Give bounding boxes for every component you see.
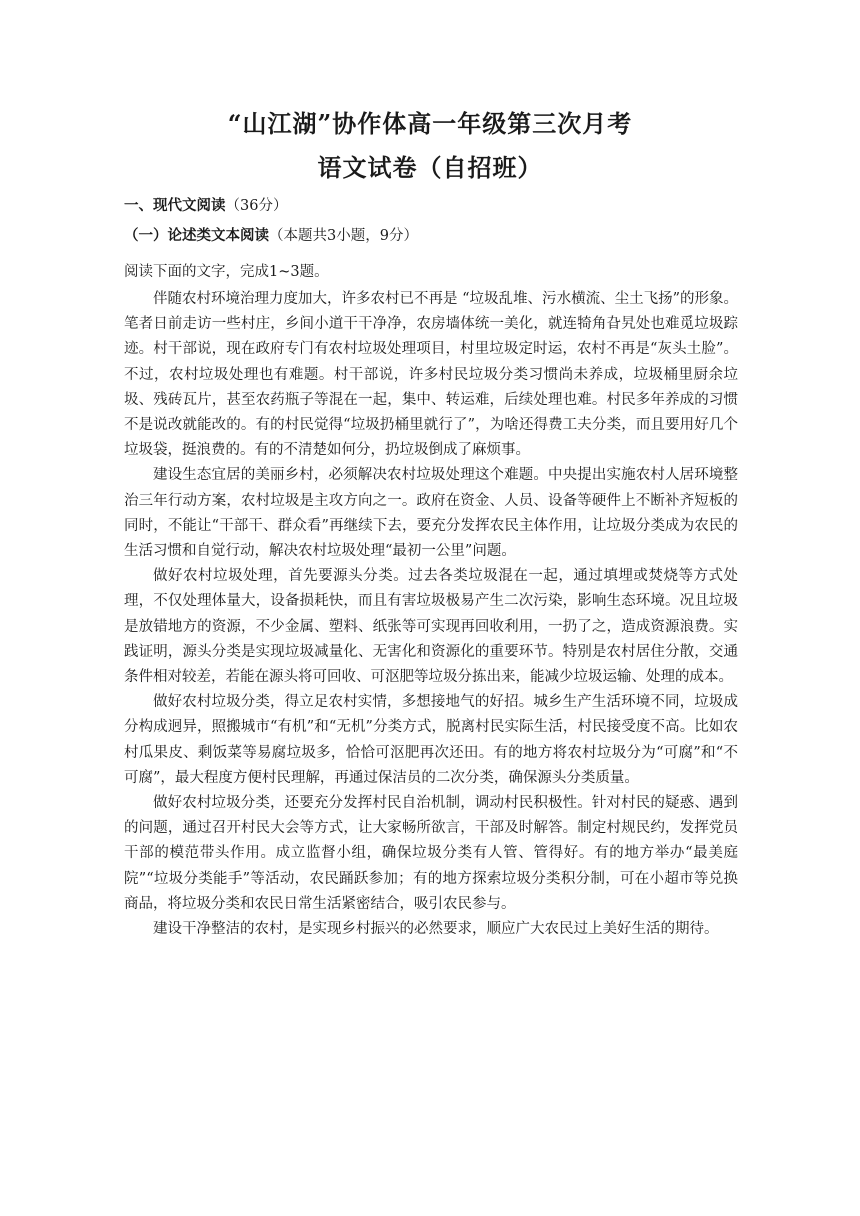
- exam-title: “山江湖”协作体高一年级第三次月考: [227, 109, 633, 138]
- subsection-note: （本题共3小题，9分）: [269, 228, 418, 244]
- reading-instruction: 阅读下面的文字，完成1~3题。: [124, 264, 329, 280]
- passage-paragraph: 做好农村垃圾分类，得立足农村实情，多想接地气的好招。城乡生产生活环境不同，垃圾成分构成迥异，照搬城市“有机”和“无机”分类方式，脱离村民实际生活，村民接受度不高。比如农村瓜果皮、剩饭菜等易腐垃圾多，恰恰可沤肥再次还田。有的地方将农村垃圾分为“可腐”和“不可腐”，最大程度方便村民理解，再通过保洁员的二次分类，确保源头分类质量。: [124, 694, 738, 786]
- passage-paragraph: 做好农村垃圾处理，首先要源头分类。过去各类垃圾混在一起，通过填埋或焚烧等方式处理，不仅处理体量大，设备损耗快，而且有害垃圾极易产生二次污染，影响生态环境。况且垃圾是放错地方的资源，不少金属、塑料、纸张等可实现再回收利用，一扔了之，造成资源浪费。实践证明，源头分类是实现垃圾减量化、无害化和资源化的重要环节。特别是农村居住分散，交通条件相对较差，若能在源头将可回收、可沤肥等垃圾分拣出来，能减少垃圾运输、处理的成本。: [124, 568, 738, 686]
- section-heading-reading: [124, 194, 287, 215]
- passage-paragraph: 建设干净整洁的农村，是实现乡村振兴的必然要求，顺应广大农民过上美好生活的期待。: [153, 921, 719, 938]
- subsection-label: （一）论述类文本阅读: [124, 227, 269, 244]
- passage-paragraph: 伴随农村环境治理力度加大，许多农村已不再是 “垃圾乱堆、污水横流、尘土飞扬”的形象。笔者日前走访一些村庄，乡间小道干干净净，农房墙体统一美化，就连犄角旮旯处也难觅垃圾踪迹。村干部说，现在政府专门有农村垃圾处理项目，村里垃圾定时运，农村不再是“灰头土脸”。不过，农村垃圾处理也有难题。村干部说，许多村民垃圾分类习惯尚未养成，垃圾桶里厨余垃圾、残砖瓦片，甚至农药瓶子等混在一起，集中、转运难，后续处理也难。村民多年养成的习惯不是说改就能改的。有的村民觉得“垃圾扔桶里就行了”，为啥还得费工夫分类，而且要用好几个垃圾袋，挺浪费的。有的不清楚如何分，扔垃圾倒成了麻烦事。: [124, 291, 738, 459]
- subsection-heading-argumentative: [124, 224, 418, 245]
- passage-paragraph: 做好农村垃圾分类，还要充分发挥村民自治机制，调动村民积极性。针对村民的疑惑、遇到的问题，通过召开村民大会等方式，让大家畅所欲言，干部及时解答。制定村规民约，发挥党员干部的模范带头作用。成立监督小组，确保垃圾分类有人管、管得好。有的地方举办“最美庭院”“垃圾分类能手”等活动，农民踊跃参加；有的地方探索垃圾分类积分制，可在小超市等兑换商品，将垃圾分类和农民日常生活紧密结合，吸引农民参与。: [124, 795, 738, 912]
- section-score: （36分）: [225, 198, 288, 214]
- section-label: 一、现代文阅读: [124, 197, 226, 214]
- passage-body: [124, 287, 738, 942]
- passage-paragraph: 建设生态宜居的美丽乡村，必须解决农村垃圾处理这个难题。中央提出实施农村人居环境整治三年行动方案，农村垃圾是主攻方向之一。政府在资金、人员、设备等硬件上不断补齐短板的同时，不能让“干部干、群众看”再继续下去，要充分发挥农民主体作用，让垃圾分类成为农民的生活习惯和自觉行动，解决农村垃圾处理“最初一公里”问题。: [124, 467, 738, 560]
- exam-subtitle: 语文试卷（自招班）: [317, 153, 543, 182]
